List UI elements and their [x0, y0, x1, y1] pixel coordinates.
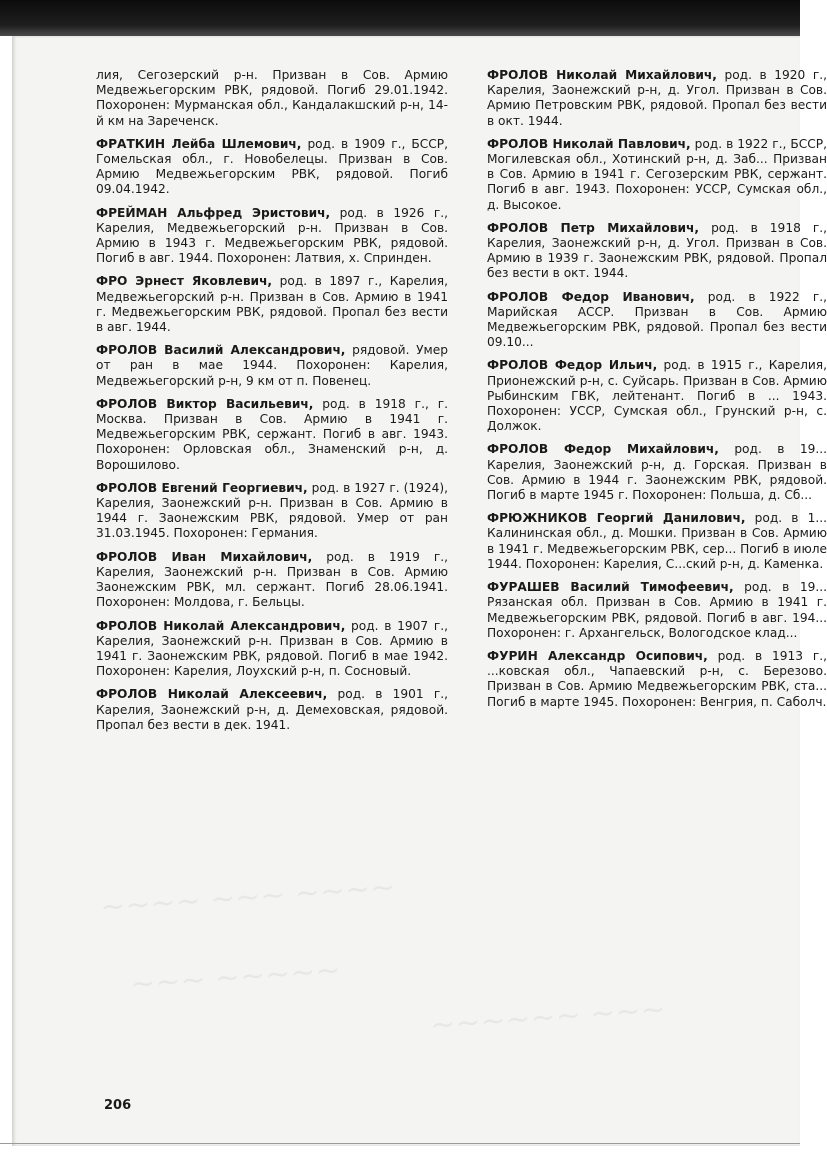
entry-name: ФРОЛОВ Евгений Георгиевич, — [96, 480, 308, 495]
entry-name: ФУРАШЕВ Василий Тимофеевич, — [487, 580, 734, 595]
entry-text: род. в 1919 г., Карелия, Заонежский р-н. Призван в Сов. Армию Заонежским РВК, мл. сержант. Погиб 28.06.1941. Похоронен: Молдова, г. Бельцы. — [96, 549, 448, 610]
entry-name: ФРО Эрнест Яковлевич, — [96, 274, 273, 289]
entry-name: ФРОЛОВ Федор Иванович, — [487, 289, 695, 304]
entry-text: род. в 1922 г., Марийская АССР. Призван в Сов. Армию Медвежьегорским РВК, рядовой. Пропал без вести 09.10... — [487, 289, 827, 350]
entry-name: ФРЕЙМАН Альфред Эристович, — [96, 205, 331, 220]
bleed-through-handwriting: ~~~~~~ ~~~ — [429, 991, 667, 1044]
entry — [487, 221, 827, 282]
entry-name: ФРАТКИН Лейба Шлемович, — [96, 136, 302, 151]
entry-text: род. в 1909 г., БССР, Гомельская обл., г. Новобелецы. Призван в Сов. Армию Медвежьегорским РВК, рядовой. Погиб 09.04.1942. — [96, 136, 448, 197]
entry-name: ФРОЛОВ Федор Ильич, — [487, 358, 658, 373]
entry — [487, 137, 827, 213]
entry — [96, 206, 448, 267]
left-column — [96, 68, 448, 741]
entry — [96, 687, 448, 733]
entry — [96, 274, 448, 335]
entry-text: род. в 1901 г., Карелия, Заонежский р-н, д. Демеховская, рядовой. Пропал без вести в дек. 1941. — [96, 687, 448, 732]
entry-text: род. в 19... Рязанская обл. Призван в Сов. Армию в 1941 г. Медвежьегорским РВК, рядовой. Погиб в авг. 194... Похоронен: г. Архангельск, Вологодское клад... — [487, 580, 827, 640]
entry-text: рядовой. Умер от ран в мае 1944. Похоронен: Карелия, Медвежьегорский р-н, 9 км от п. Повенец. — [96, 343, 448, 388]
scan-top-edge — [0, 0, 800, 36]
page-number: 206 — [104, 1098, 132, 1113]
entry-text: род. в 1... Калининская обл., д. Мошки. Призван в Сов. Армию в 1941 г. Медвежьегорским РВК, сер... Погиб в июле 1944. Похоронен: Карелия, С...ский р-н, д. Каменка. — [487, 511, 827, 571]
entry-name: ФРОЛОВ Василий Александрович, — [96, 343, 346, 358]
entry — [487, 580, 827, 641]
entry-text: лия, Сегозерский р-н. Призван в Сов. Армию Медвежьегорским РВК, рядовой. Погиб 29.01.1942. Похоронен: Мурманская обл., Кандалакшский р-н, 14-й км на Зареченск. — [96, 68, 448, 128]
entry — [487, 649, 827, 710]
entry-text: род. в 1920 г., Карелия, Заонежский р-н, д. Угол. Призван в Сов. Армию Петровским РВК, рядовой. Пропал без вести в окт. 1944. — [487, 68, 827, 128]
entry — [487, 442, 827, 503]
scan-bottom-edge — [0, 1143, 800, 1144]
entry-name: ФРОЛОВ Петр Михайлович, — [487, 220, 700, 235]
entry — [96, 550, 448, 611]
entry-name: ФРОЛОВ Федор Михайлович, — [487, 442, 719, 457]
entry — [96, 343, 448, 389]
entry-name: ФРОЛОВ Николай Михайлович, — [487, 68, 717, 82]
entry — [96, 137, 448, 198]
bleed-through-handwriting: ~~~ ~~~~~ — [129, 952, 342, 1003]
entry-text: род. в 1922 г., БССР, Могилевская обл., Хотинский р-н, д. Заб... Призван в Сов. Армию в 1941 г. Сегозерским РВК, сержант. Погиб в авг. 1943. Похоронен: УССР, Сумская обл., д. Высокое. — [487, 136, 827, 212]
entry — [487, 358, 827, 434]
entry-name: ФРОЛОВ Николай Павлович, — [487, 136, 691, 151]
entry-text: род. в 1913 г., ...ковская обл., Чапаевский р-н, с. Березово. Призван в Сов. Армию Медвежьегорским РВК, ста... Погиб в марте 1945. Похоронен: Венгрия, п. Саболч. — [487, 648, 827, 709]
entry — [96, 481, 448, 542]
entry-text: род. в 1915 г., Карелия, Прионежский р-н, с. Суйсарь. Призван в Сов. Армию Рыбинским ГВК, лейтенант. Погиб в ... 1943. Похоронен: УССР, Сумская обл., Грунский р-н, с. Должок. — [487, 358, 827, 434]
entry-text: род. в 1918 г., г. Москва. Призван в Сов. Армию в 1941 г. Медвежьегорским РВК, сержант. Погиб в авг. 1943. Похоронен: Орловская обл., Знаменский р-н, д. Ворошилово. — [96, 396, 448, 472]
entry-text: род. в 1927 г. (1924), Карелия, Заонежский р-н. Призван в Сов. Армию в 1944 г. Заонежским РВК, рядовой. Умер от ран 31.03.1945. Похоронен: Германия. — [96, 480, 449, 541]
entry — [487, 290, 827, 351]
entry-text: род. в 1897 г., Карелия, Медвежьегорский р-н. Призван в Сов. Армию в 1941 г. Медвежьегорским РВК, рядовой. Пропал без вести в авг. 1944. — [96, 274, 448, 335]
entry-name: ФРЮЖНИКОВ Георгий Данилович, — [487, 511, 746, 526]
entry — [487, 511, 827, 572]
entry-name: ФРОЛОВ Виктор Васильевич, — [96, 396, 314, 411]
entry-name: ФРОЛОВ Николай Алексеевич, — [96, 687, 328, 702]
bleed-through-handwriting: ~~~~ ~~~ ~~~~ — [99, 869, 397, 926]
entry-text: род. в 1907 г., Карелия, Заонежский р-н. Призван в Сов. Армию в 1941 г. Заонежским РВК, рядовой. Погиб в мае 1942. Похоронен: Карелия, Лоухский р-н, п. Сосновый. — [96, 618, 448, 679]
entry — [96, 68, 448, 129]
entry-text: род. в 1918 г., Карелия, Заонежский р-н, д. Угол. Призван в Сов. Армию в 1939 г. Заонежским РВК, рядовой. Пропал без вести в окт. 1944. — [487, 220, 827, 281]
entry-text: род. в 19... Карелия, Заонежский р-н, д. Горская. Призван в Сов. Армию в 1944 г. Заонежским РВК, рядовой. Погиб в марте 1945 г. Похоронен: Польша, д. Сб... — [487, 442, 827, 503]
entry — [487, 68, 827, 129]
entry-name: ФРОЛОВ Иван Михайлович, — [96, 549, 313, 564]
right-column — [487, 68, 827, 718]
entry-name: ФУРИН Александр Осипович, — [487, 648, 708, 663]
entry-name: ФРОЛОВ Николай Александрович, — [96, 618, 346, 633]
entry — [96, 619, 448, 680]
entry-text: род. в 1926 г., Карелия, Медвежьегорский р-н. Призван в Сов. Армию в 1943 г. Медвежьегорским РВК, рядовой. Погиб в авг. 1944. Похоронен: Латвия, х. Спринден. — [96, 205, 448, 266]
entry — [96, 397, 448, 473]
